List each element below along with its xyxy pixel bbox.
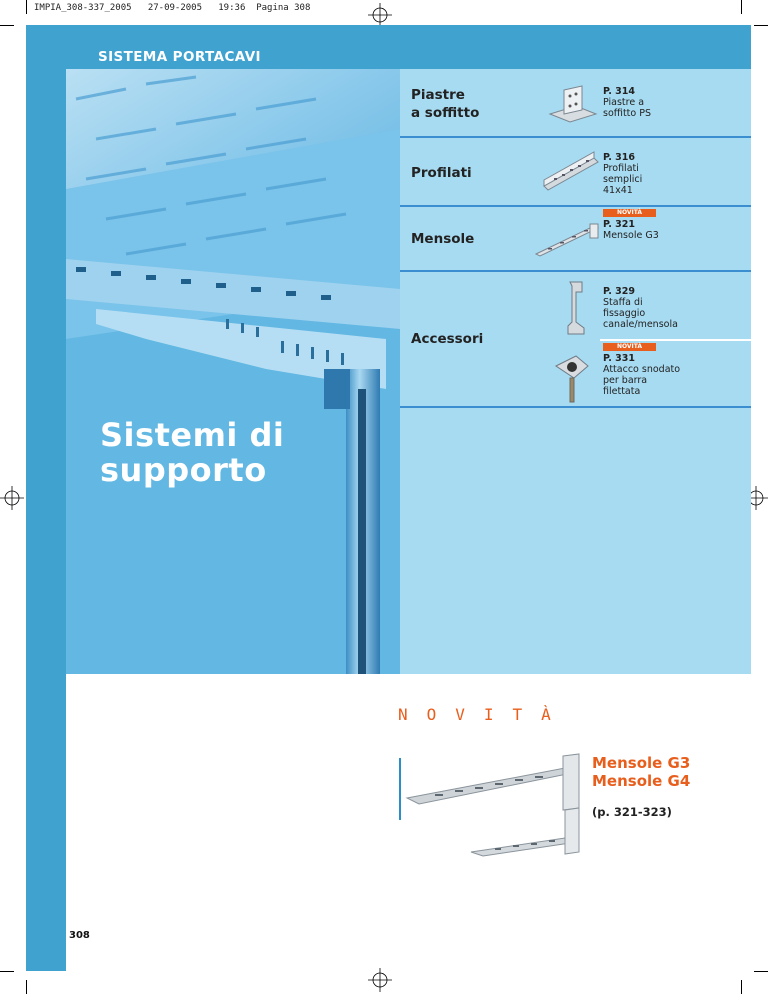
ceiling-plate-icon [546,84,598,126]
row-divider [400,270,751,272]
crop-mark [26,980,27,994]
ref-desc: filettata [603,386,641,397]
left-color-strip [26,25,66,971]
slug-file: IMPIA_308-337_2005 [34,3,132,13]
section-title: SISTEMA PORTACAVI [98,49,261,65]
ref-desc: Profilati [603,163,639,174]
cable-tray-illustration [66,69,400,674]
ref-page: P. 321 [603,219,635,230]
crop-mark [26,0,27,14]
sub-divider [600,339,751,341]
print-slug [34,3,310,13]
hero-photo [66,69,400,674]
brackets-g3-g4-photo [405,752,585,864]
hero-title-line2: supporto [100,451,267,489]
crop-mark [754,25,768,26]
novita-badge: NOVITÀ [603,209,656,217]
ref-desc: per barra [603,375,648,386]
novita-heading: NOVITÀ [398,705,570,724]
promo-title-line2: Mensole G4 [592,772,691,790]
hero-title-line1: Sistemi di [100,416,285,454]
novita-badge: NOVITÀ [603,343,656,351]
ref-desc: Piastre a [603,97,645,108]
ref-p331 [603,353,680,397]
crop-mark [741,980,742,994]
ref-desc: fissaggio [603,308,646,319]
ref-page: P. 316 [603,152,635,163]
ref-desc: 41x41 [603,185,633,196]
ref-desc: Staffa di [603,297,643,308]
ref-page: P. 331 [603,353,635,364]
swivel-hanger-icon [552,352,592,406]
ref-p316 [603,152,642,196]
ref-p321 [603,219,659,241]
ref-desc: Mensole G3 [603,230,659,241]
slug-time: 19:36 [218,3,246,13]
row-label-mensole: Mensole [411,231,475,247]
ref-desc: semplici [603,174,643,185]
bracket-g3-icon [534,222,600,258]
row-label-profilati: Profilati [411,165,472,181]
crop-mark [0,25,14,26]
crop-mark [0,971,14,972]
ref-p329 [603,286,678,330]
fixing-clip-icon [562,278,590,336]
promo-page-range: (p. 321-323) [592,805,672,819]
ref-desc: canale/mensola [603,319,678,330]
ref-p314 [603,86,651,119]
slug-page: Pagina 308 [256,3,311,13]
ref-desc: Attacco snodato [603,364,681,375]
row-label-line: Piastre [411,87,465,103]
ref-page: P. 329 [603,286,635,297]
hero-title [100,418,284,488]
row-divider [400,136,751,138]
promo-title [592,754,690,790]
strut-profile-icon [540,150,600,196]
row-label-line: a soffitto [411,105,480,121]
ref-page: P. 314 [603,86,635,97]
slug-date: 27-09-2005 [147,3,202,13]
row-label-piastre [411,86,479,122]
registration-mark-icon [368,3,392,27]
promo-title-line1: Mensole G3 [592,754,691,772]
row-label-accessori: Accessori [411,331,484,347]
crop-mark [754,971,768,972]
page-number: 308 [69,930,90,941]
row-divider [400,205,751,207]
row-divider [400,406,751,408]
promo-accent-line [399,758,401,820]
ref-desc: soffitto PS [603,108,651,119]
registration-mark-icon [368,968,392,992]
crop-mark [741,0,742,14]
registration-mark-icon [0,486,24,510]
